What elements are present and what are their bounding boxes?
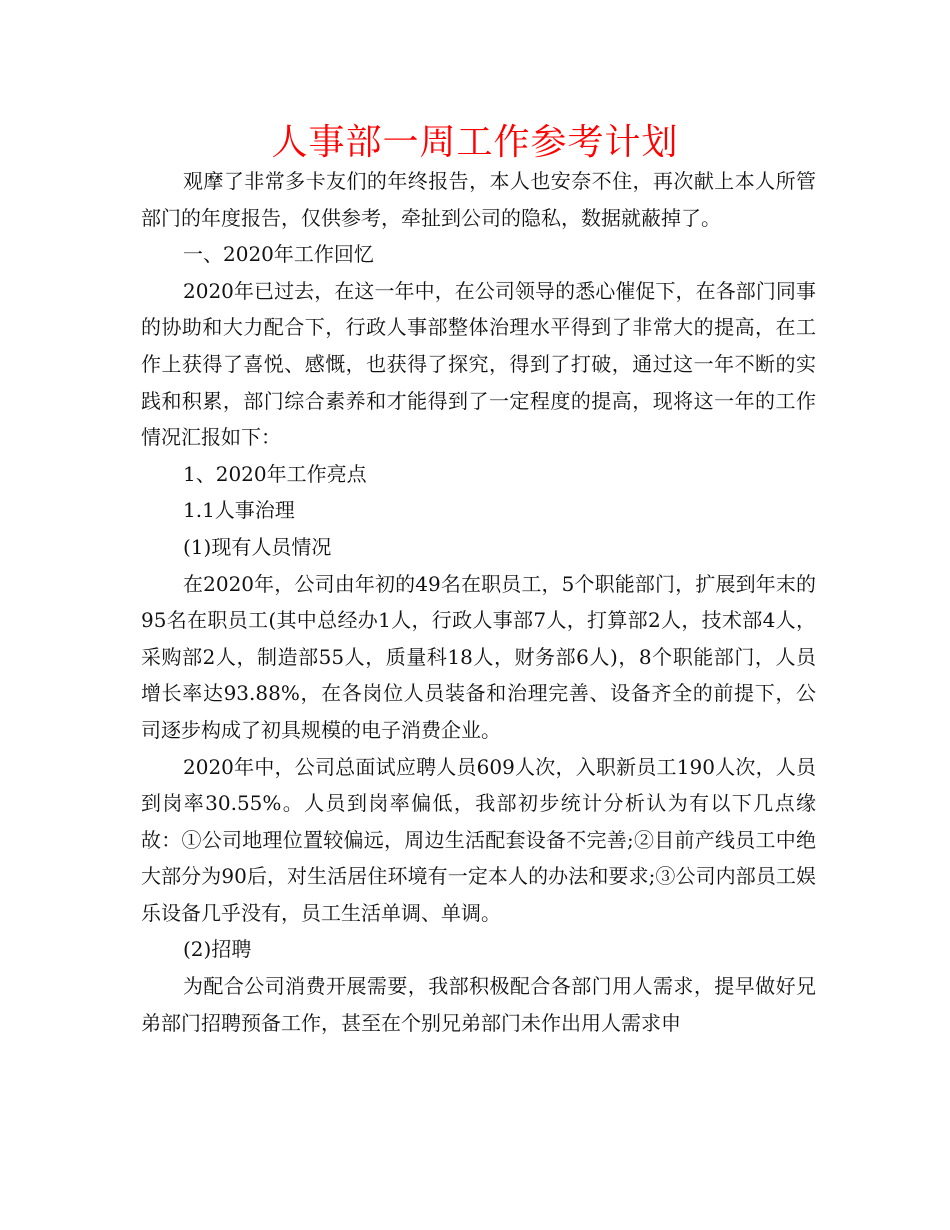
section-heading-review: 一、2020年工作回忆 xyxy=(183,242,374,267)
paragraph-intro: 观摩了非常多卡友们的年终报告，本人也安奈不住，再次献上本人所管部门的年度报告，仅供参考，牵扯到公司的隐私，数据就蔽掉了。 xyxy=(141,169,816,230)
paragraph-recruitment: 为配合公司消费开展需要，我部积极配合各部门用人需求，提早做好兄弟部门招聘预备工作，甚至在个别兄弟部门未作出用人需求申 xyxy=(141,974,816,1035)
paragraph-recruitment-stats: 2020年中，公司总面试应聘人员609人次，入职新员工190人次，人员到岗率30.55%。人员到岗率偏低，我部初步统计分析认为有以下几点缘故：①公司地理位置较偏远，周边生活配套设备不完善;②目前产线员工中绝大部分为90后，对生活居住环境有一定本人的办法和要求;③公司内部员工娱乐设备几乎没有，员工生活单调、单调。 xyxy=(141,754,816,925)
subheading-hr-management: 1.1人事治理 xyxy=(183,498,295,523)
paragraph-staff-growth: 在2020年，公司由年初的49名在职员工，5个职能部门，扩展到年末的95名在职员工(其中总经办1人，行政人事部7人，打算部2人，技术部4人，采购部2人，制造部55人，质量科18人，财务部6人)，8个职能部门，人员增长率达93.88%，在各岗位人员装备和治理完善、设备齐全的前提下，公司逐步构成了初具规模的电子消费企业。 xyxy=(141,571,816,742)
subheading-highlights: 1、2020年工作亮点 xyxy=(183,461,367,486)
subheading-current-staff: (1)现有人员情况 xyxy=(183,534,332,559)
subheading-recruitment: (2)招聘 xyxy=(183,937,252,962)
document-title: 人事部一周工作参考计划 xyxy=(271,122,679,163)
document-body xyxy=(141,163,816,1041)
paragraph-summary: 2020年已过去，在这一年中，在公司领导的悉心催促下，在各部门同事的协助和大力配合下，行政人事部整体治理水平得到了非常大的提高，在工作上获得了喜悦、感慨，也获得了探究，得到了打破，通过这一年不断的实践和积累，部门综合素养和才能得到了一定程度的提高，现将这一年的工作情况汇报如下： xyxy=(141,278,816,450)
